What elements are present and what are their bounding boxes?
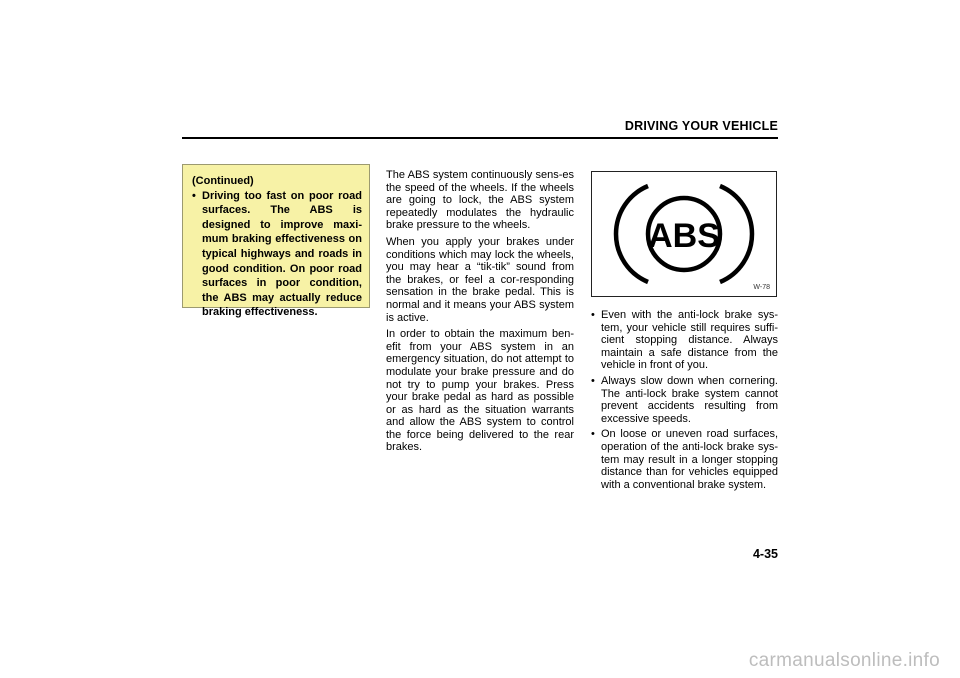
bullet-icon: • — [591, 374, 595, 387]
bullet-icon: • — [192, 189, 196, 202]
warning-bullet-text: Driving too fast on poor road surfaces. The ABS is designed to improve maxi-mum braking effectiveness on typical highways and roads in good condition. On poor road surfaces in poor condition, the ABS may actually reduce braking effectiveness. — [202, 189, 362, 319]
list-item — [591, 428, 778, 491]
abs-left-arc — [616, 186, 648, 282]
paragraph: The ABS system continuously sens-es the speed of the wheels. If the wheels are going to lock, the ABS system repeatedly modulates the hydraulic brake pressure to the wheels. — [386, 169, 574, 232]
watermark: carmanualsonline.info — [748, 650, 940, 671]
warning-box — [182, 164, 370, 319]
figure-label: W-78 — [753, 284, 770, 291]
bullet-icon: • — [591, 309, 595, 321]
middle-column — [386, 169, 574, 458]
right-column — [591, 309, 778, 494]
header-divider — [182, 137, 778, 139]
list-item — [591, 375, 778, 425]
list-item-text: Even with the anti-lock brake sys-tem, your vehicle still requires suffi-cient stopping distance. Always maintain a safe distance from the vehicle in front of you. — [601, 309, 778, 372]
list-item-text: Always slow down when cornering. The anti-lock brake system cannot prevent accidents resulting from excessive speeds. — [601, 374, 778, 425]
abs-warning-light-figure — [591, 171, 777, 297]
page-number: 4-35 — [752, 547, 778, 561]
paragraph: When you apply your brakes under conditions which may lock the wheels, you may hear a “tik-tik” sound from the brakes, or feel a cor-responding sensation in the brake pedal. This is normal and it means your ABS system is active. — [386, 235, 574, 324]
abs-right-arc — [720, 186, 752, 282]
warning-heading: (Continued) — [192, 175, 254, 187]
abs-symbol-text: ABS — [648, 217, 720, 255]
section-title: DRIVING YOUR VEHICLE — [624, 119, 778, 133]
bullet-icon: • — [591, 428, 595, 441]
warning-bullet-item — [192, 189, 362, 320]
list-item — [591, 309, 778, 372]
paragraph: In order to obtain the maximum ben-efit from your ABS system in an emergency situation, do not attempt to modulate your brake pressure and do not try to pump your brakes. Press your brake pedal as hard as possible or as hard as the situation warrants and allow the ABS system to control the force being delivered to the rear brakes. — [386, 328, 574, 454]
abs-warning-icon — [592, 172, 776, 296]
list-item-text: On loose or uneven road surfaces, operation of the anti-lock brake sys-tem may result in a longer stopping distance than for vehicles equipped with a conventional brake system. — [601, 428, 778, 491]
